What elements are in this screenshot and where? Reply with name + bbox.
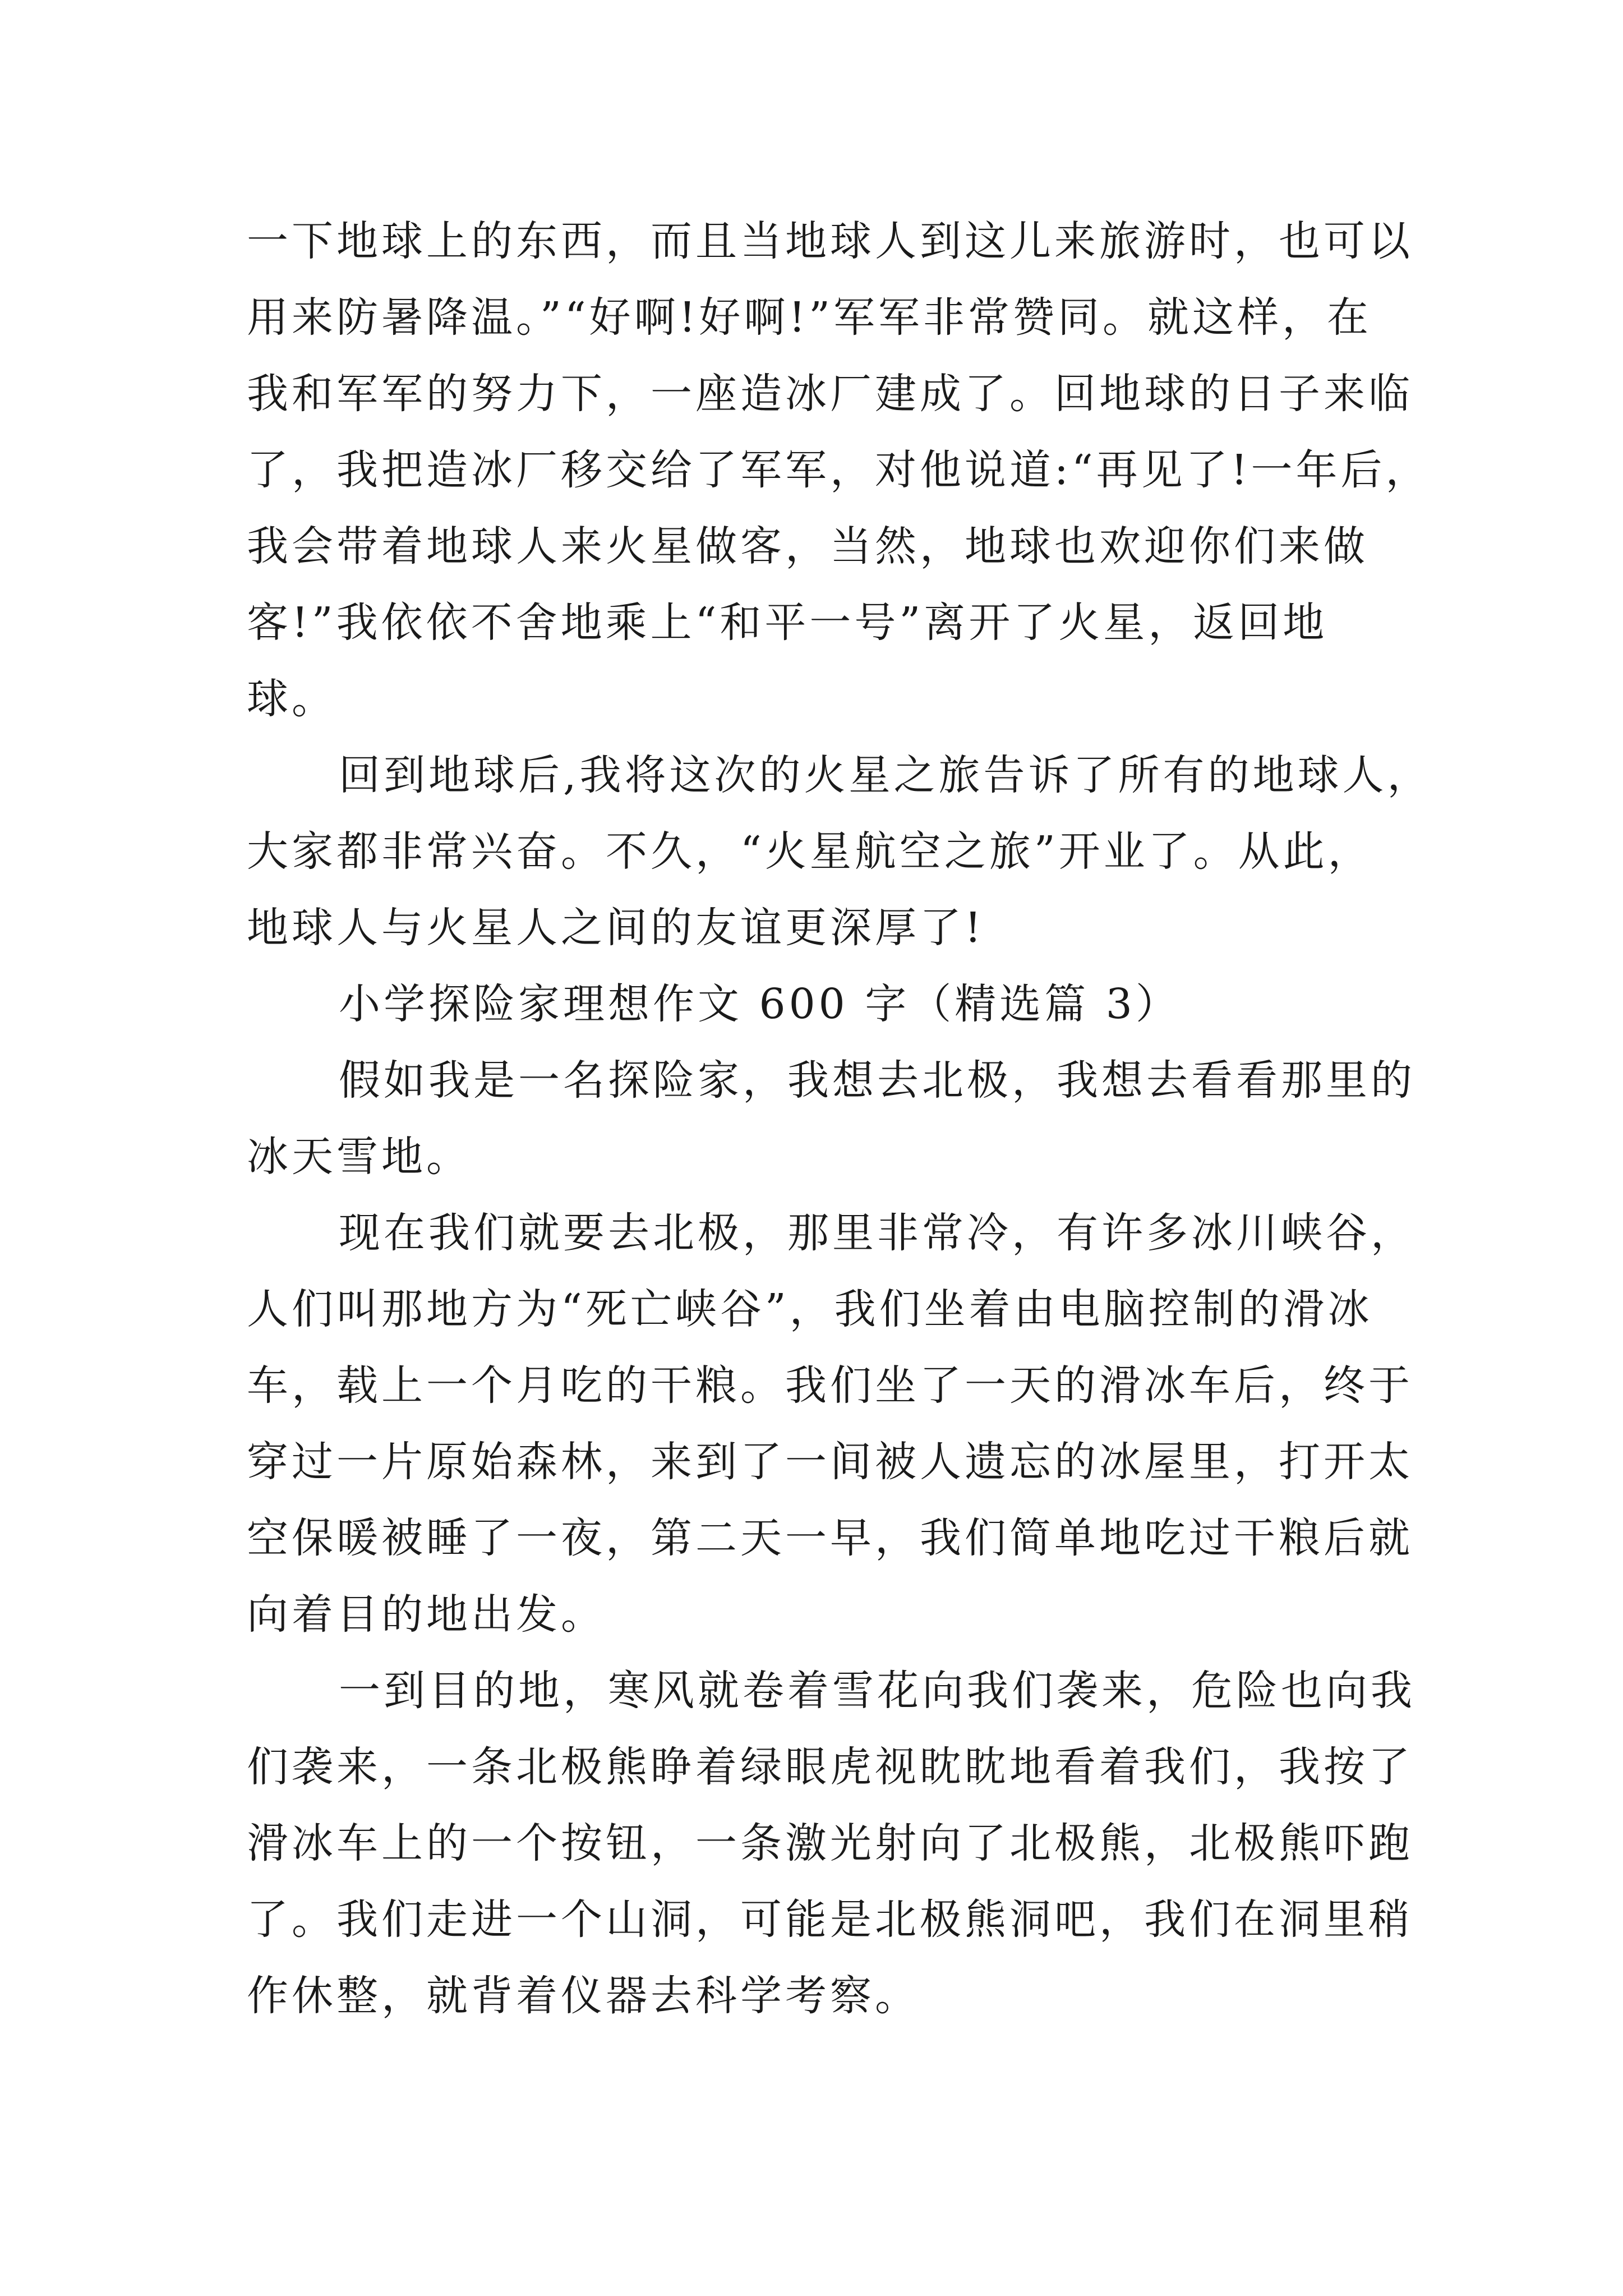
text-line: 冰天雪地。 — [247, 1133, 471, 1181]
section-heading: 小学探险家理想作文 600 字（精选篇 3） — [339, 980, 1181, 1028]
text-line: 我和军军的努力下，一座造冰厂建成了。回地球的日子来临 — [247, 370, 1413, 418]
text-line: 地球人与火星人之间的友谊更深厚了! — [247, 904, 985, 952]
text-line: 向着目的地出发。 — [247, 1590, 606, 1639]
text-line: 们袭来，一条北极熊睁着绿眼虎视眈眈地看着我们，我按了 — [247, 1743, 1413, 1791]
text-line: 用来防暑降温。”“好啊!好啊!”军军非常赞同。就这样，在 — [247, 293, 1372, 342]
text-line: 大家都非常兴奋。不久，“火星航空之旅”开业了。从此， — [247, 827, 1373, 876]
text-line: 回到地球后,我将这次的火星之旅告诉了所有的地球人， — [339, 751, 1432, 799]
text-line: 作休整，就背着仪器去科学考察。 — [247, 1972, 920, 2020]
text-line: 一到目的地，寒风就卷着雪花向我们袭来，危险也向我 — [339, 1667, 1415, 1715]
text-line: 车，载上一个月吃的干粮。我们坐了一天的滑冰车后，终于 — [247, 1361, 1413, 1410]
text-line: 滑冰车上的一个按钮，一条激光射向了北极熊，北极熊吓跑 — [247, 1819, 1413, 1867]
text-line: 现在我们就要去北极，那里非常冷，有许多冰川峡谷， — [339, 1209, 1415, 1257]
text-line: 了，我把造冰厂移交给了军军，对他说道:“再见了!一年后， — [247, 446, 1431, 494]
text-line: 球。 — [247, 675, 336, 723]
text-line: 人们叫那地方为“死亡峡谷”，我们坐着由电脑控制的滑冰 — [247, 1285, 1373, 1333]
text-line: 穿过一片原始森林，来到了一间被人遗忘的冰屋里，打开太 — [247, 1438, 1413, 1486]
text-line: 一下地球上的东西，而且当地球人到这儿来旅游时，也可以 — [247, 217, 1413, 265]
text-line: 了。我们走进一个山洞，可能是北极熊洞吧，我们在洞里稍 — [247, 1895, 1413, 1944]
text-line: 假如我是一名探险家，我想去北极，我想去看看那里的 — [339, 1056, 1415, 1105]
text-line: 客!”我依依不舍地乘上“和平一号”离开了火星，返回地 — [247, 599, 1328, 647]
text-line: 空保暖被睡了一夜，第二天一早，我们简单地吃过干粮后就 — [247, 1514, 1413, 1562]
text-line: 我会带着地球人来火星做客，当然，地球也欢迎你们来做 — [247, 522, 1368, 570]
